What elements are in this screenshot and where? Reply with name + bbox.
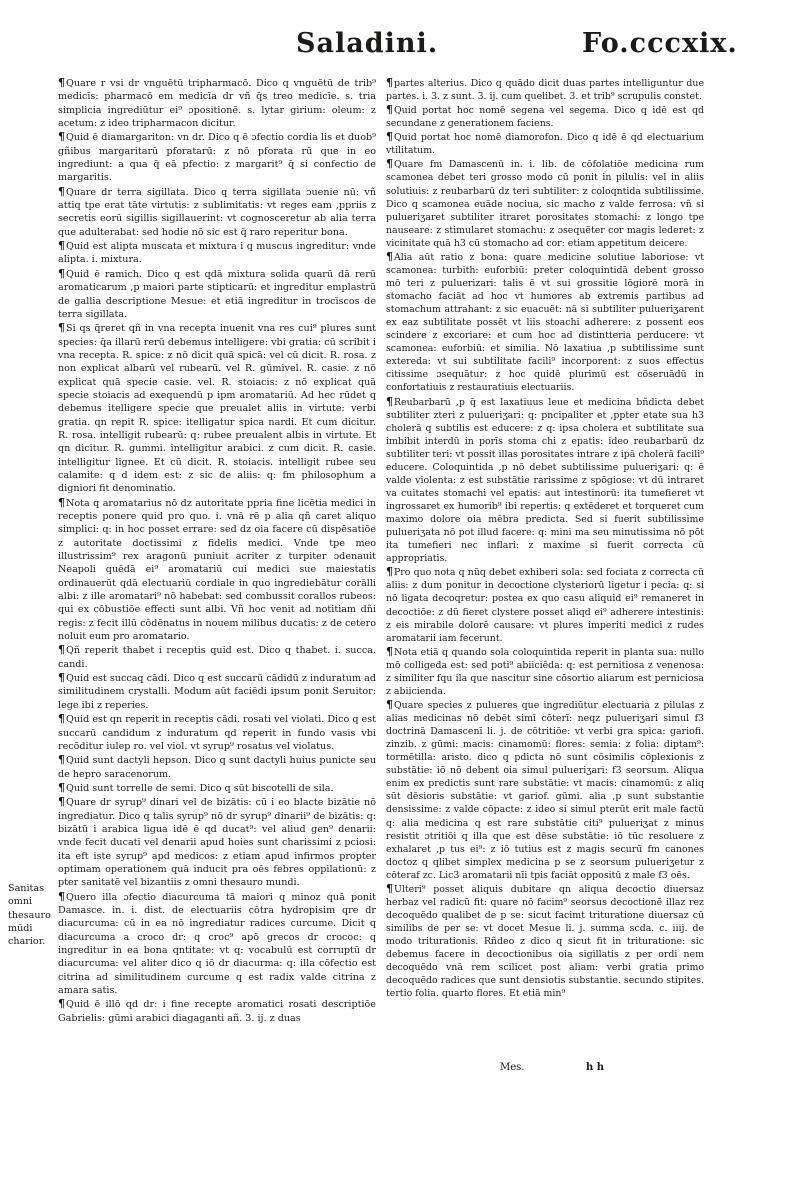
paragraph-mark-icon: ¶: [386, 881, 393, 895]
paragraph: [58, 997, 376, 1025]
paragraph: [386, 157, 704, 249]
paragraph: [386, 103, 704, 130]
paragraph-mark-icon: ¶: [58, 266, 65, 280]
paragraph-text: Pro quo nota q nūq debet exhiberi sola: sed fociata z correcta cū aliis: z dum ponitur in decoctione clysteriorū ligetur i pecia: q: si nō ligata decoqretur: postea ex quo casu aliquid ei⁹ remaneret in decoctiōe: z dū fieret clystere posset aliqd ei⁹ adherere intestinis: z eis mirabile dolorē causare: vt plures imperiti medici z rudes aromatarii iam fecerunt.: [386, 567, 704, 644]
paragraph-text: Nota etiā q quando sola coloquintida reperit in planta sua: nullo mō colligeda est: sed poti⁹ abiiciēda: q: est pernitiosa z venenosa: z similiter fqu ila que nascitur sine cōsortio aliarum est perniciosa z abiicienda.: [386, 646, 704, 697]
paragraph-text: Quare r vsi dr vnguētū tripharmacō. Dico q vnguētū de trib⁹ medicīs: pharmacō em medicīa dr vñ q̄s treo medicīe. s. tria simplicia ingrediūtur ei⁹ ɔpositionē. s. lytar girium: oleum: z acetum: z ideo tripharmacon dicitur.: [58, 78, 376, 130]
paragraph-mark-icon: ¶: [386, 76, 393, 89]
paragraph: [58, 496, 376, 644]
paragraph-text: Nota q aromatarius nō dz autoritate ppria fine licētia medici in receptis ponere quid pro quo. i. vnā rē p alia qñ caret aliquo simplici: q: in hoc posset errare: sed dz oia facere cū dispēsatiōe z autoritate doctissimi z fidelis medici. Vnde tpe meo illustrissim⁹ rex aragonū puniuit acriter z turpiter ɔdenauit Neapoli quēdā ei⁹ aromatariū cui medici sue maiestatis ordinauerūt qdā electuariū cordiale in quo ingrediebātur corālli albi: z ille aromatari⁹ nō habebat: sed combussit corallos rubeos: qui ex cōbustiōe effecti sunt albi. Vñ hoc venit ad notitiam dñi regis: z fecit illū cōdēnatus in nouem milibus ducatis: z de cetero noluit eum pro aromatario.: [58, 497, 376, 643]
paragraph-text: Quid est alipta muscata et mixtura i q muscus ingreditur: vnde alipta. i. mixtura.: [58, 241, 376, 266]
margin-note: Sanitas omni thesauro mūdi charior.: [8, 883, 51, 948]
paragraph: [386, 882, 704, 1001]
left-column: [58, 76, 376, 1025]
paragraph-mark-icon: ¶: [386, 565, 393, 579]
paragraph: [386, 130, 704, 157]
paragraph-mark-icon: ¶: [58, 712, 65, 726]
running-title: Saladini.: [296, 28, 439, 59]
paragraph-text: Quid est succaq cādi. Dico q est succarū cādidū z induratum ad similitudinem crystalli. Modum aūt faciēdi ipsum ponit Seruitor: lege ibi z reperies.: [58, 673, 376, 711]
folio-number: Fo.cccxix.: [582, 28, 738, 59]
paragraph-mark-icon: ¶: [58, 643, 65, 657]
paragraph-mark-icon: ¶: [386, 644, 393, 658]
paragraph-text: Quare species z pulueres que ingrediūtur electuaria z pilulas z alias medicinas nō debēt simī cōterī: neqz pulueriʒari simul f3 doctrinā Damascenī li. j. de cōtritiōe: vt verbi gra spica: gariofi. zinzib. z gūmi: macis: cinamomū: flores: semia: z folia: diptam⁹: tormētilla: aristo. dico q pdicta nō sunt cōsimilis cōplexionis z substātie: iō nō debent oia simul pulueriʒari: f3 seorsum. Aliqua enim ex predictis sunt rare substātie: vt macis: cinamomū: z aliq sūt dēsioris substātie: vt gariof. gūmi. alia ,p sunt substantie densissime: z valde cōpacte: z ideo si simul pterūt erit male factū q: alia medicina q est rare substātie citi⁹ pulueriʒat z minus resistit ɔtritiōi q illa que est dēse substātie: iō tūc resoluere z exhalaret ,p tus ei⁹: z iō tutius est z magis securū fm canones doctoz q qlibet simplex medicina p se z seorsum pulueriʒetur z cōteraf zc. Lic3 aromatarii nīi tpis faciāt oppositū z male f3 oēs.: [386, 699, 704, 881]
paragraph-text: Qñ reperit thabet i receptis quid est. Dico q thabet. i. succa. candi.: [58, 645, 376, 670]
paragraph: [58, 130, 376, 184]
paragraph-mark-icon: ¶: [386, 130, 393, 144]
paragraph-text: Quid ē ramich. Dico q est qdā mixtura solida quarū dā rerū aromaticarum ,p maiori parte stipticarū: et ingreditur emplastrū de gallia descriptione Mesue: et etiā ingreditur in trocīscos de terra sigillata.: [58, 268, 376, 320]
paragraph-text: Quid ē illō qd dr: i fine recepte aromatici rosati descriptiōe Gabrielis: gūmi arabici diagaganti añ. 3. ij. z duas: [58, 999, 376, 1024]
paragraph-mark-icon: ¶: [386, 103, 393, 117]
paragraph-mark-icon: ¶: [58, 321, 65, 335]
paragraph: [58, 321, 376, 495]
paragraph: [58, 781, 376, 795]
paragraph-text: Quero illa ɔfectio diacurcuma tā maiori q minoz quā ponit Damasce. in. i. dist. de electuariis cōtra hydropisim qre dr diacurcuma: cū in ea nō ingrediatur radices curcume. Dicit q diacurcuma a croco dr: q croc⁹ apō grecos dr crococ: q ingreditur in ea bona qntitate: vt q: vocabulū est corruptū dr diacurcuma: vel aliter dico q iō dr diacurma: q: illa cōfectio est citrina ad similitudinem curcume q est radix valde citrina z amara satis.: [58, 891, 376, 997]
paragraph-mark-icon: ¶: [58, 239, 65, 253]
paragraph: [386, 250, 704, 395]
paragraph-mark-icon: ¶: [58, 184, 65, 198]
paragraph-mark-icon: ¶: [58, 671, 65, 685]
paragraph-text: Ulteri⁹ posset aliquis dubitare qn aliqua decoctio diuersaz herbaz vel radicū fit: quare nō facim⁹ seorsus decoctionē illaz rez decoquēdo qualibet de p se: sicut facimt trituratione diuersaz cū similibs de per se: vt docet Mesue li. j. summa scda. c. iiij. de modo triturationis. Rñdeo z dico q sicut fit in trituratione: sic debemus facere in decoctionibus oia sigillatis z per ordi nem decoquēdo vnā rem scilicet post aliam: verbi gratia primo decoquēdo radices que sunt densiotis substantie. secundo stipites. tertio folia. quarto flores. Et etiā min⁹: [386, 883, 704, 1000]
paragraph-text: Quid portat hoc nomē diamorofon. Dico q idē ē qd electuarium vtilitatum.: [386, 132, 704, 157]
paragraph: [58, 239, 376, 267]
paragraph: [58, 795, 376, 889]
paragraph-mark-icon: ¶: [386, 157, 393, 171]
paragraph-mark-icon: ¶: [58, 780, 65, 794]
paragraph: [386, 76, 704, 103]
paragraph-text: Quare fm Damascenū in. i. lib. de cōfolatiōe medicina rum scamonea debet teri grosso modo cū ponit in pilulis: vel in aliis solutiuis: z reubarbarū dz teri subtiliter: z coloqntida subtilissime. Dico q scamonea euāde nociua, sic macho z valde ferrosa: vñ si pulueriʒaret subtiliter itraret porositates stomachi: z longo tpe nauseare: z stimularet stomachu: z ɔsequēter cor magis lederet: z vicinitate quā h3 cū stomacho ad cor: etiam appetitum deicere.: [386, 159, 704, 249]
paragraph: [58, 712, 376, 753]
paragraph-text: partes alterius. Dico q quādo dicit duas partes intelliguntur due partes. i. 3. z sunt. 3. ij. cum quelibet. 3. et trib⁹ scrupulis constet.: [386, 78, 704, 103]
paragraph: [58, 185, 376, 239]
paragraph: [386, 698, 704, 882]
paragraph-mark-icon: ¶: [58, 889, 65, 903]
paragraph-mark-icon: ¶: [386, 697, 393, 711]
paragraph-text: Quid ē diamargariton: vn dr. Dico q ē ɔfectio cordia lis et duob⁹ gñibus margaritarū pforatarū: z nō pforata rū que in eo ingrediunt: a qua q̄ eā pfectio: z margarit⁹ q̄ si confectio de margaritis.: [58, 132, 376, 184]
paragraph-text: Quid sunt dactyli hepson. Dico q sunt dactyli huius punicte seu de hepro saracenorum.: [58, 755, 376, 780]
paragraph-mark-icon: ¶: [386, 249, 393, 263]
paragraph-text: Si qs q̄reret qñ in vna recepta inuenit vna res cui⁹ plures sunt species: q̄a illarū rerū debemus intelligere: vbi gratia: cū scribit i vna recepta. R. spice: z nō dicit quā spicā: vel cū dicit. R. rosa. z non explicat albarū vel rubearū. vel R. gūmivel. R. casie. z nō explicat quā specie casie. vel. R. stoiacis: z nō explicat quā specie stoiacis ad exequendū p ipm aromatariū. Ad hec rūdet q debemus itelligere specie que preualet aliis in virtute: verbi gratia. qn repit R. spice: itelligatur spica nardi. Et cum dicitur. R. rosa. intelligit rubearū: q: rubee preualent albis in virtute. Et qn dicitur. R. gummi. intelligitur arabici. z cum dicit. R. casie. intelligitur lignee. Et cū dicit. R. stoiacis. intelligit rubee seu calamite: q d idem est: z sic de aliis: q: fm philosophum a digniori fit denominatio.: [58, 323, 376, 495]
paragraph: [386, 565, 704, 644]
paragraph: [386, 645, 704, 698]
paragraph: [58, 671, 376, 712]
signature-mark: h h: [586, 1062, 605, 1073]
right-column: [386, 76, 704, 1000]
paragraph: [58, 76, 376, 130]
paragraph: [58, 267, 376, 321]
paragraph-mark-icon: ¶: [58, 795, 65, 809]
paragraph-text: Quare dr terra sigillata. Dico q terra sigillata ɔuenie nū: vñ attiq tpe erat tāte virtutis: z sublimitatis: vt reges eam ,ppriis z secretis eorū sigillis sigillauerint: vt cognosceretur ab alia terra que adulterabat: sed hodie nō sic est q̄ raro reperitur bona.: [58, 186, 376, 238]
paragraph-text: Quid est qn reperit in receptis cādi. rosati vel violati. Dico q est succarū candidum z induratum qd reperit in fundo vasis vbi recōditur iulep ro. vel viol. vt syrup⁹ rosatus vel violatus.: [58, 714, 376, 752]
paragraph-text: Quid sunt torrelle de semi. Dico q sūt biscotelli de sila.: [66, 782, 334, 794]
paragraph-text: Quid portat hoc nomē segena vel segema. Dico q idē est qd secundane z generationem faciens.: [386, 105, 704, 130]
paragraph-text: Reubarbarū ,p q̄ est laxatiuus leue et medicina bñdicta debet subtiliter zteri z pulueriʒari: q: pncipaliter et ,ppter etate sua h3 cholerā q subtilis est educere: z q: ipsa cholera et subtilitate sua imbibit interdū in porīs stoma chi z epatis: ideo reubarbarū dz subtiliter teri: vt possit illas porositates intrare z ipā cholerā facili⁹ educere. Coloquintida ,p nō debet subtilissime pulueriʒari: q: ē valde violenta: z est substātie rarissime z spōgiose: vt dū intraret va cuitates stomachi vel epatis: aut intestinorū: ita tumefieret vt ingrossaret ex humorib⁹ ibi repertis: q extēderet et torqueret cum maximo dolore oia mēbra predicta. Sed si fuerit subtilissime pulueriʒata nō pot illud facere: q: mini ma seu minutissima nō pōt ita tumefieri nec inflari: z maxime si fuerit correcta cū appropriatis.: [386, 396, 704, 565]
paragraph-mark-icon: ¶: [58, 753, 65, 767]
paragraph-mark-icon: ¶: [58, 130, 65, 144]
paragraph-mark-icon: ¶: [58, 76, 65, 89]
paragraph: [58, 643, 376, 671]
paragraph: [386, 395, 704, 566]
paragraph-mark-icon: ¶: [58, 997, 65, 1011]
paragraph-mark-icon: ¶: [58, 495, 65, 509]
paragraph-text: Alia aūt ratio z bona: quare medicine solutiue laboriose: vt scamonea: turbith: euforbiū: preter coloquintidā debent grosso mō teri z puluerizari: talis ē vt sui grossitie lōgiorē morā in stomacho faciāt ad hoc vt humores ab extremis partibus ad stomachum attrahant: z sic euacuēt: nā si subtiliter pulueriʒarent ex eaz subtilitate possēt vt liis stoachi adherere: z possent eos scindere z excoriare: et cum hoc ad distintteria perducere: vt scamonea: euforbiū: et similia. Nō laxatiua ,p subtilissime sunt extereda: vt sui subtilitate facili⁹ incorporent: z suos effectus citissime ɔsequātur: z hoc quidē plurimū est cōseruādū in confortatiuis z restauratiuis electuariis.: [386, 251, 704, 394]
paragraph-mark-icon: ¶: [386, 394, 393, 408]
paragraph: [58, 753, 376, 781]
catchword: Mes.: [500, 1062, 525, 1073]
paragraph-text: Quare dr syrup⁹ dinari vel de bizātis: cū i eo blacte bizātie nō ingrediatur. Dico q talis syrup⁹ nō dr syrup⁹ dinarii⁹ de bizātis: q: bizātū i arabica ligua idē ē qd ducat⁹: vel aliud gen⁹ denarii: vnde fecit ducati vel denarii apud hoies sunt charissimi z pciosi: ita eft iste syrup⁹ apd medicos: z etiam apud infirmos propter optimam operationem quā inducit pra oēs febres oppilationū: z pter sanitatē vel bizantiis z omni thesauro mundi.: [58, 797, 376, 889]
paragraph: [58, 890, 376, 998]
